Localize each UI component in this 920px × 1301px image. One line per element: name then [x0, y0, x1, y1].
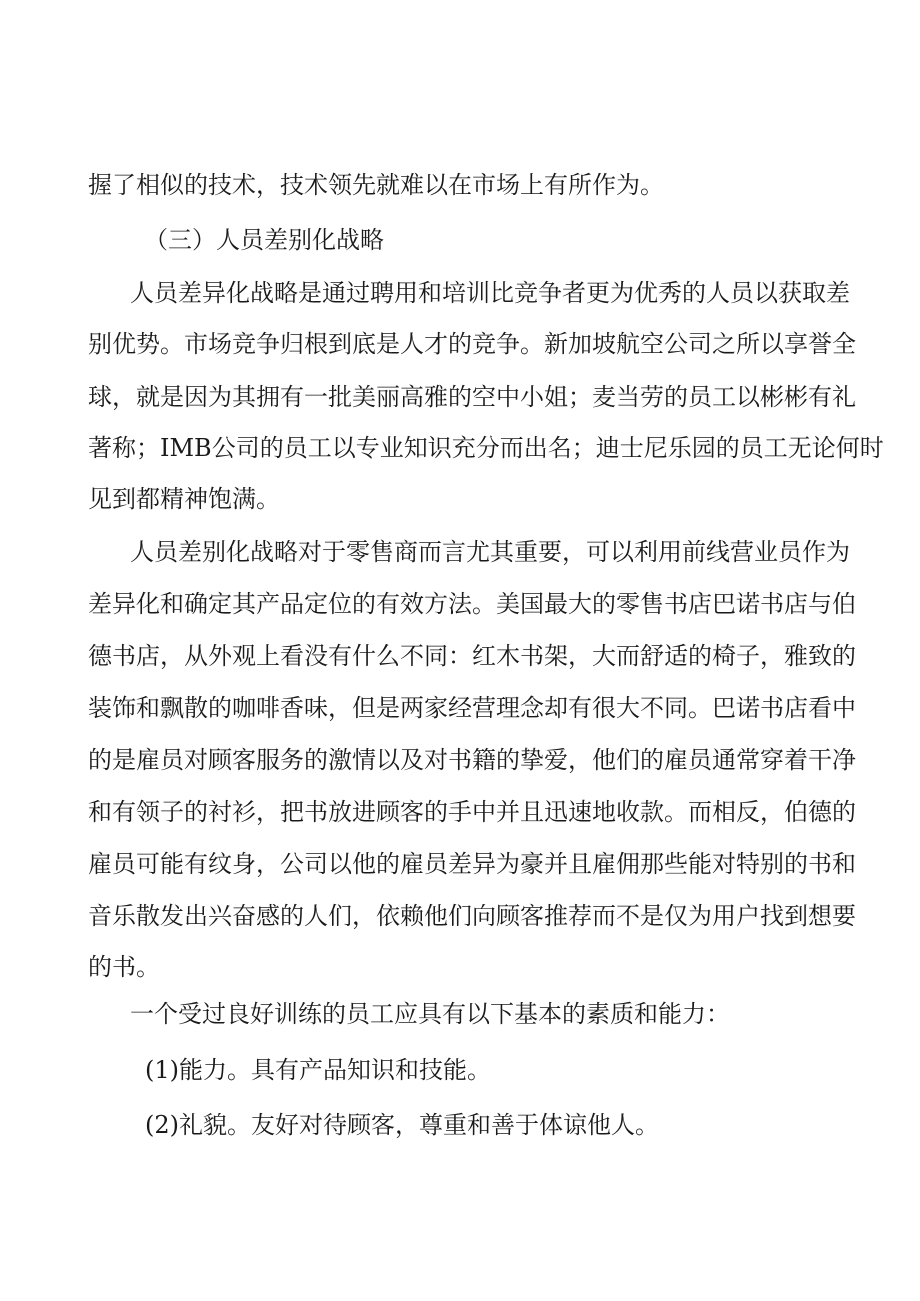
paragraph-line: 人员差异化战略是通过聘用和培训比竞争者更为优秀的人员以获取差: [130, 279, 850, 307]
paragraph-line: 和有领子的衬衫，把书放进顾客的手中并且迅速地收款。而相反，伯德的: [88, 798, 856, 826]
paragraph-line: 人员差别化战略对于零售商而言尤其重要，可以利用前线营业员作为: [130, 538, 850, 566]
paragraph-line: 德书店，从外观上看没有什么不同：红木书架，大而舒适的椅子，雅致的: [88, 642, 856, 670]
paragraph-line: 雇员可能有纹身，公司以他的雇员差异为豪并且雇佣那些能对特别的书和: [88, 850, 856, 878]
paragraph-line: 握了相似的技术，技术领先就难以在市场上有所作为。: [88, 171, 664, 199]
section-heading: （三）人员差别化战略: [144, 226, 384, 254]
paragraph-line: 差异化和确定其产品定位的有效方法。美国最大的零售书店巴诺书店与伯: [88, 590, 856, 618]
list-item: (2)礼貌。友好对待顾客，尊重和善于体谅他人。: [145, 1111, 659, 1139]
paragraph-line: 别优势。市场竞争归根到底是人才的竞争。新加坡航空公司之所以享誉全: [88, 330, 856, 358]
paragraph-line: 装饰和飘散的咖啡香味，但是两家经营理念却有很大不同。巴诺书店看中: [88, 694, 856, 722]
paragraph-line: 球，就是因为其拥有一批美丽高雅的空中小姐；麦当劳的员工以彬彬有礼: [88, 383, 856, 411]
paragraph-line: 音乐散发出兴奋感的人们，依赖他们向顾客推荐而不是仅为用户找到想要: [88, 902, 856, 930]
paragraph-line: 著称；IMB公司的员工以专业知识充分而出名；迪士尼乐园的员工无论何时: [88, 434, 884, 462]
list-item: (1)能力。具有产品知识和技能。: [145, 1056, 491, 1084]
paragraph-line: 的是雇员对顾客服务的激情以及对书籍的挚爱，他们的雇员通常穿着干净: [88, 746, 856, 774]
paragraph-line: 一个受过良好训练的员工应具有以下基本的素质和能力：: [130, 1000, 730, 1028]
paragraph-line: 的书。: [88, 953, 160, 981]
paragraph-line: 见到都精神饱满。: [88, 485, 280, 513]
